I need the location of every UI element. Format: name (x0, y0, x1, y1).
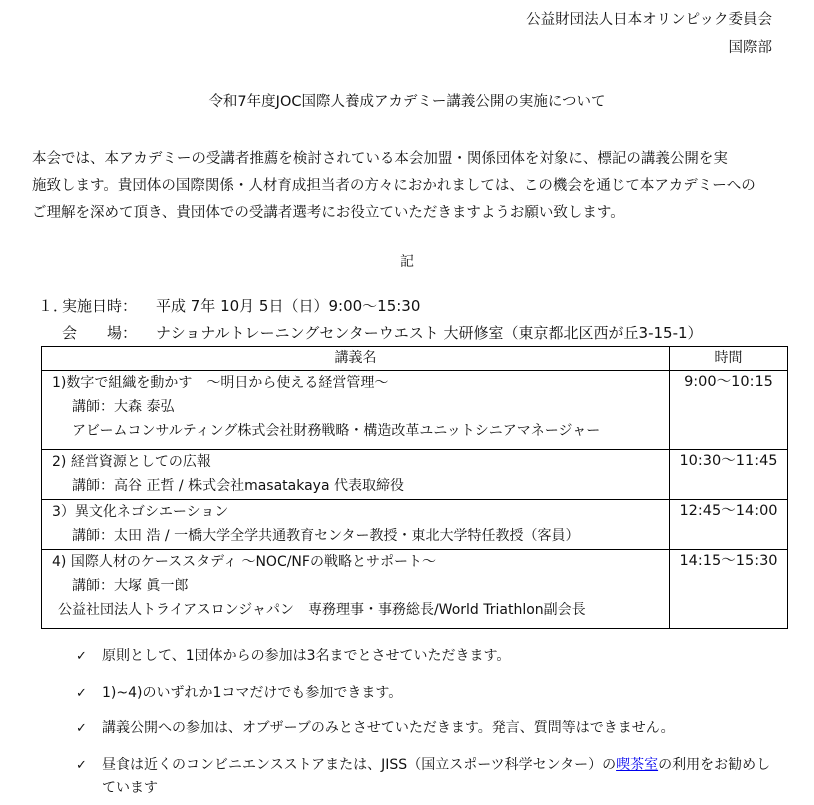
organization-name: 公益財団法人日本オリンピック委員会 (526, 12, 772, 28)
department-name: 国際部 (728, 40, 772, 56)
lecture-time: 9:00～10:15 (670, 371, 788, 450)
table-row (42, 371, 788, 450)
header-lecture-name: 講義名 (42, 347, 670, 371)
table-header-row (42, 347, 788, 371)
lecture-time: 14:15～15:30 (670, 550, 788, 629)
check-icon: ✓ (76, 686, 87, 701)
venue-row (38, 322, 703, 343)
lecture-time: 10:30～11:45 (670, 450, 788, 500)
note-text: 講義公開への参加は、オブザーブのみとさせていただきます。発言、質問等はできません。 (102, 720, 675, 736)
note-item (76, 645, 510, 665)
table-row (42, 550, 788, 629)
note-text: 原則として、1団体からの参加は3名までとさせていただきます。 (102, 648, 511, 664)
lecture-cell (42, 500, 670, 550)
lecture-title: 4) 国際人材のケーススタディ ～NOC/NFの戦略とサポート～ (52, 554, 436, 570)
lecturer-name: 講師：大森 泰弘 (72, 399, 175, 415)
note-text: 1)~4)のいずれか1コマだけでも参加できます。 (102, 685, 403, 701)
venue-label: 会 場： (62, 324, 138, 342)
lunch-note-text: 昼食は近くのコンビニエンスストアまたは、JISS（国立スポーツ科学センター）の (102, 757, 617, 773)
item-number: １． (38, 297, 69, 315)
lecture-title: 2) 経営資源としての広報 (52, 454, 211, 470)
cafe-link[interactable]: 喫茶室 (616, 757, 659, 773)
lecturer-affiliation: 公益社団法人トライアスロンジャパン 専務理事・事務総長/World Triathlon副会長 (58, 602, 586, 618)
lecture-cell (42, 550, 670, 629)
lecture-cell (42, 371, 670, 450)
note-item (76, 717, 675, 737)
lecturer-affiliation: アビームコンサルティング株式会社財務戦略・構造改革ユニットシニアマネージャー (72, 423, 601, 439)
lecture-table (41, 346, 788, 629)
intro-line: 施致します。貴団体の国際関係・人材育成担当者の方々におかれましては、この機会を通じて本アカデミーへの (32, 178, 756, 194)
table-row (42, 500, 788, 550)
note-item (76, 682, 402, 702)
check-icon: ✓ (76, 721, 87, 736)
document-title: 令和7年度JOC国際人養成アカデミー講義公開の実施について (208, 94, 606, 110)
date-value: 平成 7年 10月 5日（日）9:00～15:30 (156, 297, 421, 315)
check-icon: ✓ (76, 758, 87, 773)
lecture-time: 12:45～14:00 (670, 500, 788, 550)
check-icon: ✓ (76, 649, 87, 664)
header-time: 時間 (670, 347, 788, 371)
lecture-cell (42, 450, 670, 500)
note-item-lunch (76, 754, 770, 774)
date-row (38, 295, 420, 316)
ki-heading: 記 (400, 254, 414, 270)
intro-line: 本会では、本アカデミーの受講者推薦を検討されている本会加盟・関係団体を対象に、標記の講義公開を実 (32, 151, 728, 167)
intro-line: ご理解を深めて頂き、貴団体での受講者選考にお役立ていただきますようお願い致します。 (32, 205, 625, 221)
lecturer-name: 講師：高谷 正哲 / 株式会社masatakaya 代表取締役 (72, 478, 404, 494)
lunch-note-continuation: ています (102, 780, 158, 796)
table-row (42, 450, 788, 500)
lecture-title: 1)数字で組織を動かす ～明日から使える経営管理～ (52, 375, 389, 391)
lunch-note-text-end: の利用をお勧めし (658, 757, 771, 773)
organization-header (526, 6, 772, 62)
venue-value: ナショナルトレーニングセンターウエスト 大研修室（東京都北区西が丘3-15-1） (156, 324, 703, 342)
date-label: 実施日時： (62, 297, 138, 315)
lecturer-name: 講師：大塚 眞一郎 (72, 578, 189, 594)
lecturer-name: 講師：太田 浩 / 一橋大学全学共通教育センター教授・東北大学特任教授（客員） (72, 528, 580, 544)
intro-paragraph (32, 146, 792, 227)
lecture-title: 3）異文化ネゴシエーション (52, 504, 229, 520)
